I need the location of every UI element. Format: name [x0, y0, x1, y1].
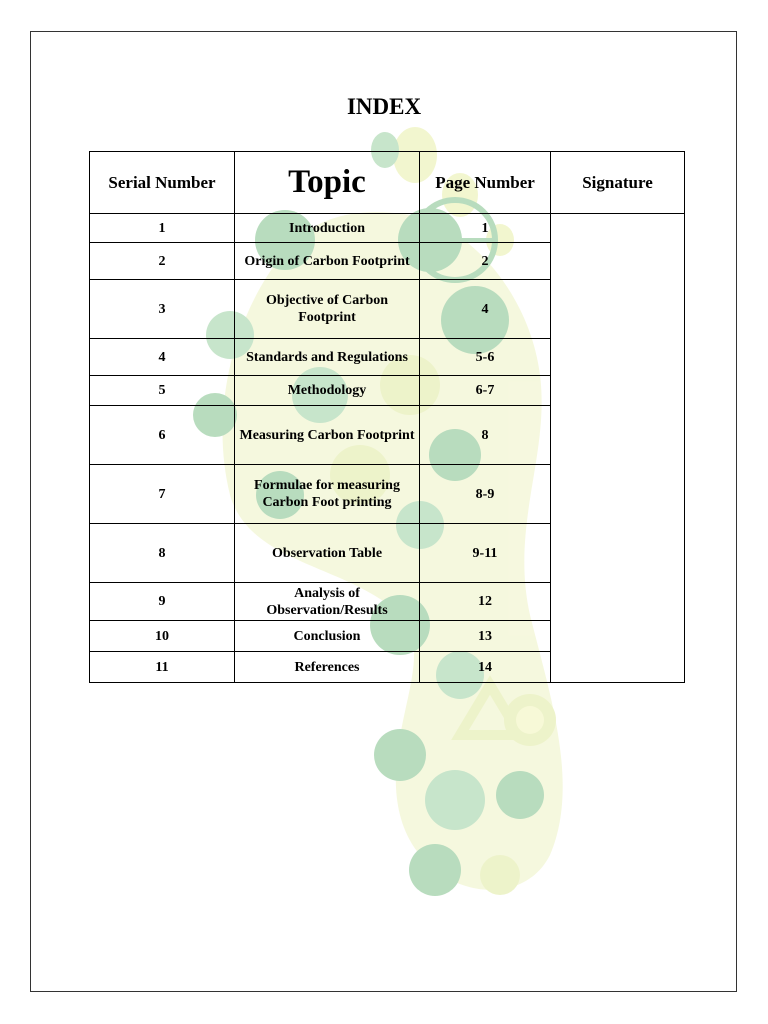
- signature-cell: [551, 214, 685, 683]
- header-topic: Topic: [235, 152, 420, 214]
- index-table: [89, 151, 685, 683]
- serial-cell: 4: [90, 339, 235, 376]
- page-title: INDEX: [346, 94, 422, 119]
- topic-cell: Standards and Regulations: [235, 339, 420, 376]
- header-signature: Signature: [551, 152, 685, 214]
- serial-cell: 6: [90, 406, 235, 465]
- serial-cell: 8: [90, 524, 235, 583]
- topic-cell: Introduction: [235, 214, 420, 243]
- topic-cell: Objective of Carbon Footprint: [235, 280, 420, 339]
- header-page-number: Page Number: [420, 152, 551, 214]
- page-cell: 2: [420, 243, 551, 280]
- page-cell: 12: [420, 583, 551, 621]
- topic-cell: References: [235, 652, 420, 683]
- page-cell: 6-7: [420, 376, 551, 406]
- page-cell: 8-9: [420, 465, 551, 524]
- serial-cell: 3: [90, 280, 235, 339]
- topic-cell: Analysis of Observation/Results: [235, 583, 420, 621]
- serial-cell: 5: [90, 376, 235, 406]
- page-cell: 14: [420, 652, 551, 683]
- serial-cell: 11: [90, 652, 235, 683]
- page-cell: 1: [420, 214, 551, 243]
- table-row: [90, 214, 685, 243]
- serial-cell: 1: [90, 214, 235, 243]
- header-serial-number: Serial Number: [90, 152, 235, 214]
- serial-cell: 2: [90, 243, 235, 280]
- serial-cell: 9: [90, 583, 235, 621]
- topic-cell: Formulae for measuring Carbon Foot printing: [235, 465, 420, 524]
- page-cell: 9-11: [420, 524, 551, 583]
- table-header-row: [90, 152, 685, 214]
- topic-cell: Methodology: [235, 376, 420, 406]
- serial-cell: 10: [90, 621, 235, 652]
- serial-cell: 7: [90, 465, 235, 524]
- topic-cell: Conclusion: [235, 621, 420, 652]
- page-cell: 8: [420, 406, 551, 465]
- page-cell: 13: [420, 621, 551, 652]
- topic-cell: Origin of Carbon Footprint: [235, 243, 420, 280]
- topic-cell: Measuring Carbon Footprint: [235, 406, 420, 465]
- topic-cell: Observation Table: [235, 524, 420, 583]
- page-cell: 5-6: [420, 339, 551, 376]
- page-cell: 4: [420, 280, 551, 339]
